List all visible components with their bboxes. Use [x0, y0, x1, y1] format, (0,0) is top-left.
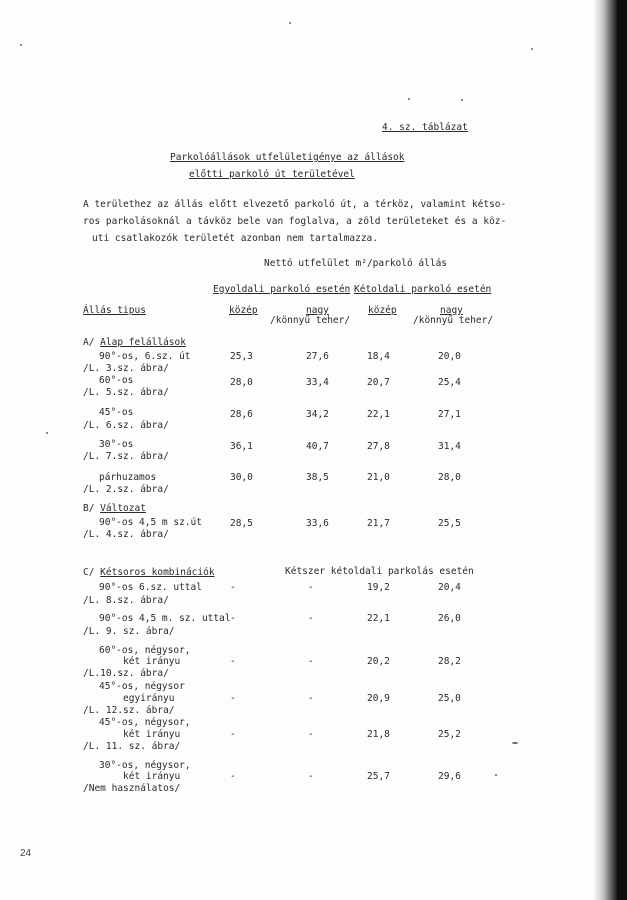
value-medium-one-side: - [230, 771, 236, 782]
value-medium-two-side: 20,9 [367, 693, 390, 704]
section-b-name: Változat [100, 503, 146, 514]
value-medium-one-side: 28,0 [230, 377, 253, 388]
row-label: párhuzamos [99, 472, 157, 483]
value-medium-two-side: 20,7 [367, 377, 390, 388]
row-label: 30°-os [99, 439, 134, 450]
row-reference: /L. 9. sz. ábra/ [83, 626, 175, 637]
table-number: 4. sz. táblázat [382, 122, 468, 133]
value-large-one-side: 38,5 [306, 472, 329, 483]
value-large-two-side: 20,4 [438, 582, 461, 593]
value-large-two-side: 25,2 [438, 729, 461, 740]
row-label: 45°-os [99, 407, 134, 418]
row-reference: /L. 7.sz. ábra/ [83, 451, 169, 462]
row-reference: /L.10.sz. ábra/ [83, 668, 169, 679]
column-medium-one-side: közép [229, 305, 258, 316]
value-medium-two-side: 21,0 [367, 472, 390, 483]
value-medium-one-side: - [230, 613, 236, 624]
row-label: 45°-os, négysor [99, 681, 185, 692]
row-reference: /L. 12.sz. ábra/ [83, 705, 175, 716]
row-label: 90°-os 4,5 m. sz. uttal [99, 613, 231, 624]
column-large-one-side-sub: /könnyű teher/ [270, 315, 351, 326]
value-medium-two-side: 20,2 [367, 656, 390, 667]
row-label: 45°-os, négysor, [99, 717, 191, 728]
value-large-two-side: 31,4 [438, 441, 461, 452]
column-large-two-side: nagy [440, 305, 463, 316]
value-large-two-side: 27,1 [438, 409, 461, 420]
value-large-two-side: 28,2 [438, 656, 461, 667]
value-medium-two-side: 21,7 [367, 518, 390, 529]
scan-speck [512, 742, 518, 744]
row-label: 90°-os, 6.sz. út [99, 351, 191, 362]
value-large-two-side: 25,5 [438, 518, 461, 529]
row-reference: /L. 2.sz. ábra/ [83, 484, 169, 495]
value-large-two-side: 20,0 [438, 351, 461, 362]
value-large-two-side: 25,4 [438, 377, 461, 388]
intro-line-1: A területhez az állás előtt elvezető parkoló út, a térköz, valamint kétso- [83, 199, 507, 210]
value-medium-one-side: 36,1 [230, 441, 253, 452]
value-large-one-side: - [308, 771, 314, 782]
value-medium-one-side: 28,5 [230, 518, 253, 529]
value-medium-two-side: 22,1 [367, 409, 390, 420]
row-label: 60°-os [99, 375, 134, 386]
column-large-one-side: nagy [306, 305, 329, 316]
scan-speck [20, 44, 22, 46]
row-reference: /L. 3.sz. ábra/ [83, 363, 169, 374]
intro-line-2: ros parkolásoknál a távköz bele van foglalva, a zöld területeket és a köz- [83, 216, 507, 227]
value-medium-one-side: - [230, 656, 236, 667]
value-medium-one-side: 28,6 [230, 409, 253, 420]
row-direction: két irányu [123, 656, 181, 667]
title-line-1: Parkolóállások utfelületigénye az állások [170, 152, 405, 163]
scan-speck [495, 774, 497, 776]
section-a-heading [83, 338, 186, 348]
value-large-two-side: 25,0 [438, 693, 461, 704]
value-medium-two-side: 25,7 [367, 771, 390, 782]
section-b-prefix: B/ [83, 503, 101, 514]
row-reference: /L. 4.sz. ábra/ [83, 529, 169, 540]
value-medium-one-side: 30,0 [230, 472, 253, 483]
value-large-two-side: 26,0 [438, 613, 461, 624]
section-a-name: Alap felállások [100, 337, 186, 348]
row-label: 30°-os, négysor, [99, 760, 191, 771]
scan-speck [531, 48, 533, 50]
intro-line-3: uti csatlakozók területét azonban nem tartalmazza. [92, 233, 378, 244]
double-two-side-header: Kétszer kétoldali parkolás esetén [285, 566, 474, 577]
value-medium-one-side: - [230, 729, 236, 740]
value-large-two-side: 29,6 [438, 771, 461, 782]
title-line-2: előtti parkoló út területével [189, 169, 355, 180]
value-medium-two-side: 19,2 [367, 582, 390, 593]
value-medium-two-side: 27,8 [367, 441, 390, 452]
value-large-one-side: - [308, 613, 314, 624]
section-c-heading [83, 568, 215, 578]
section-a-prefix: A/ [83, 337, 101, 348]
value-large-two-side: 28,0 [438, 472, 461, 483]
scan-speck [408, 98, 410, 100]
net-area-header: Nettó utfelület m²/parkoló állás [264, 258, 448, 269]
section-b-heading [83, 504, 146, 514]
scan-speck [46, 432, 48, 434]
row-direction: egyirányu [123, 693, 175, 704]
row-direction: két irányu [123, 729, 181, 740]
row-direction: két irányu [123, 771, 181, 782]
row-reference: /Nem használatos/ [83, 783, 181, 794]
value-large-one-side: - [308, 693, 314, 704]
column-type: Állás tipus [83, 305, 146, 316]
column-medium-two-side: közép [368, 305, 397, 316]
scan-speck [289, 22, 291, 24]
value-large-one-side: 33,4 [306, 377, 329, 388]
two-side-header: Kétoldali parkoló esetén [354, 284, 492, 295]
row-reference: /L. 6.sz. ábra/ [83, 420, 169, 431]
value-medium-two-side: 22,1 [367, 613, 390, 624]
value-medium-one-side: 25,3 [230, 351, 253, 362]
scan-dark-edge [617, 0, 627, 900]
value-large-one-side: - [308, 656, 314, 667]
section-c-prefix: C/ [83, 567, 101, 578]
row-reference: /L. 8.sz. ábra/ [83, 595, 169, 606]
column-large-two-side-sub: /könnyű teher/ [413, 315, 494, 326]
section-c-name: Kétsoros kombinációk [100, 567, 215, 578]
value-large-one-side: - [308, 729, 314, 740]
page-number: 24 [20, 848, 32, 859]
value-large-one-side: 34,2 [306, 409, 329, 420]
row-label: 90°-os 6.sz. uttal [99, 582, 202, 593]
value-large-one-side: 40,7 [306, 441, 329, 452]
value-medium-two-side: 21,8 [367, 729, 390, 740]
row-reference: /L. 5.sz. ábra/ [83, 387, 169, 398]
value-medium-one-side: - [230, 693, 236, 704]
one-side-header: Egyoldali parkoló esetén [213, 284, 351, 295]
row-label: 90°-os 4,5 m sz.út [99, 517, 202, 528]
value-medium-two-side: 18,4 [367, 351, 390, 362]
value-medium-one-side: - [230, 582, 236, 593]
value-large-one-side: 33,6 [306, 518, 329, 529]
scan-speck [461, 99, 463, 101]
row-reference: /L. 11. sz. ábra/ [83, 741, 181, 752]
value-large-one-side: - [308, 582, 314, 593]
row-label: 60°-os, négysor, [99, 645, 191, 656]
value-large-one-side: 27,6 [306, 351, 329, 362]
